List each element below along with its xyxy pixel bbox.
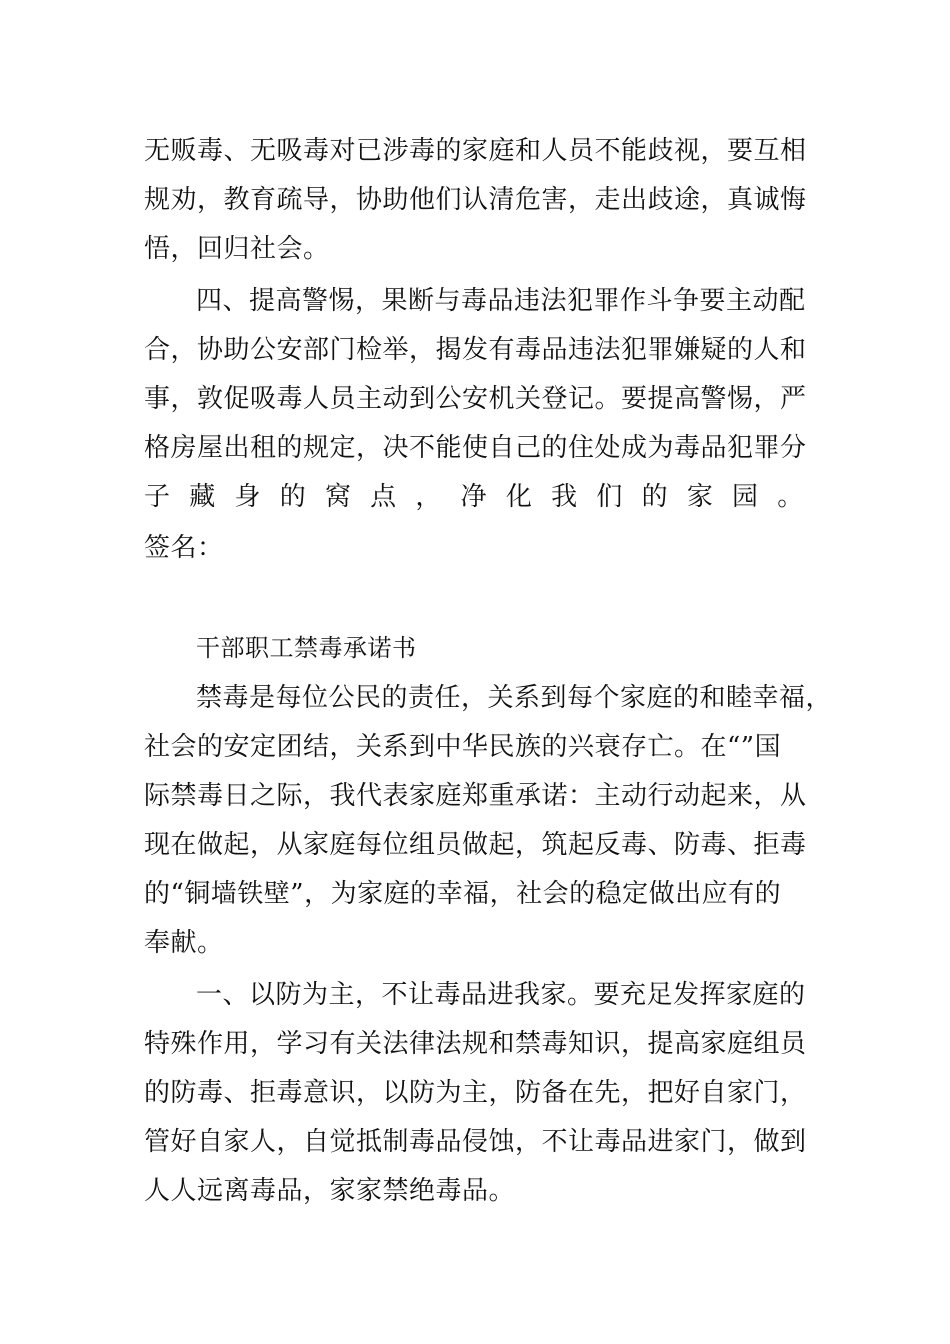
char: 家 — [686, 482, 714, 512]
char: 净 — [460, 482, 488, 512]
char: 们 — [596, 482, 623, 512]
justified-line — [144, 482, 804, 512]
char: 的 — [641, 482, 669, 512]
paragraph-line: 四、提高警惕，果断与毒品违法犯罪作斗争要主动配 — [196, 286, 806, 316]
char: 我 — [551, 482, 578, 512]
paragraph-line: 社会的安定团结，关系到中华民族的兴衰存亡。在“”国 — [144, 732, 782, 762]
char: ， — [415, 482, 442, 512]
paragraph-line: 事，敦促吸毒人员主动到公安机关登记。要提高警惕，严 — [144, 384, 807, 414]
signature-label: 签名： — [144, 533, 224, 563]
paragraph-line: 现在做起，从家庭每位组员做起，筑起反毒、防毒、拒毒 — [144, 830, 807, 860]
paragraph-line: 管好自家人，自觉抵制毒品侵蚀，不让毒品进家门，做到 — [144, 1127, 807, 1157]
paragraph-line: 无贩毒、无吸毒对已涉毒的家庭和人员不能歧视，要互相 — [144, 136, 807, 166]
paragraph-line: 际禁毒日之际，我代表家庭郑重承诺：主动行动起来，从 — [144, 781, 807, 811]
char: 园 — [732, 482, 759, 512]
char: 子 — [144, 482, 171, 512]
char: 。 — [777, 482, 804, 512]
char: 化 — [505, 482, 533, 512]
paragraph-line: 奉献。 — [144, 928, 224, 958]
paragraph-line: 禁毒是每位公民的责任，关系到每个家庭的和睦幸福， — [196, 683, 833, 713]
paragraph-line: 的防毒、拒毒意识，以防为主，防备在先，把好自家门， — [144, 1078, 807, 1108]
char: 身 — [234, 482, 261, 512]
char: 点 — [370, 482, 397, 512]
paragraph-line: 人人远离毒品，家家禁绝毒品。 — [144, 1176, 516, 1206]
paragraph-line: 特殊作用，学习有关法律法规和禁毒知识，提高家庭组员 — [144, 1029, 807, 1059]
char: 藏 — [189, 482, 216, 512]
paragraph-line: 格房屋出租的规定，决不能使自己的住处成为毒品犯罪分 — [144, 433, 807, 463]
char: 窝 — [324, 482, 352, 512]
paragraph-line: 合，协助公安部门检举，揭发有毒品违法犯罪嫌疑的人和 — [144, 335, 807, 365]
paragraph-line: 的“铜墙铁壁”，为家庭的幸福，社会的稳定做出应有的 — [144, 879, 782, 909]
paragraph-line: 规劝，教育疏导，协助他们认清危害，走出歧途，真诚悔 — [144, 185, 807, 215]
paragraph-line: 一、以防为主，不让毒品进我家。要充足发挥家庭的 — [196, 980, 806, 1010]
paragraph-line: 悟，回归社会。 — [144, 234, 330, 264]
char: 的 — [279, 482, 307, 512]
document-title: 干部职工禁毒承诺书 — [196, 634, 417, 662]
